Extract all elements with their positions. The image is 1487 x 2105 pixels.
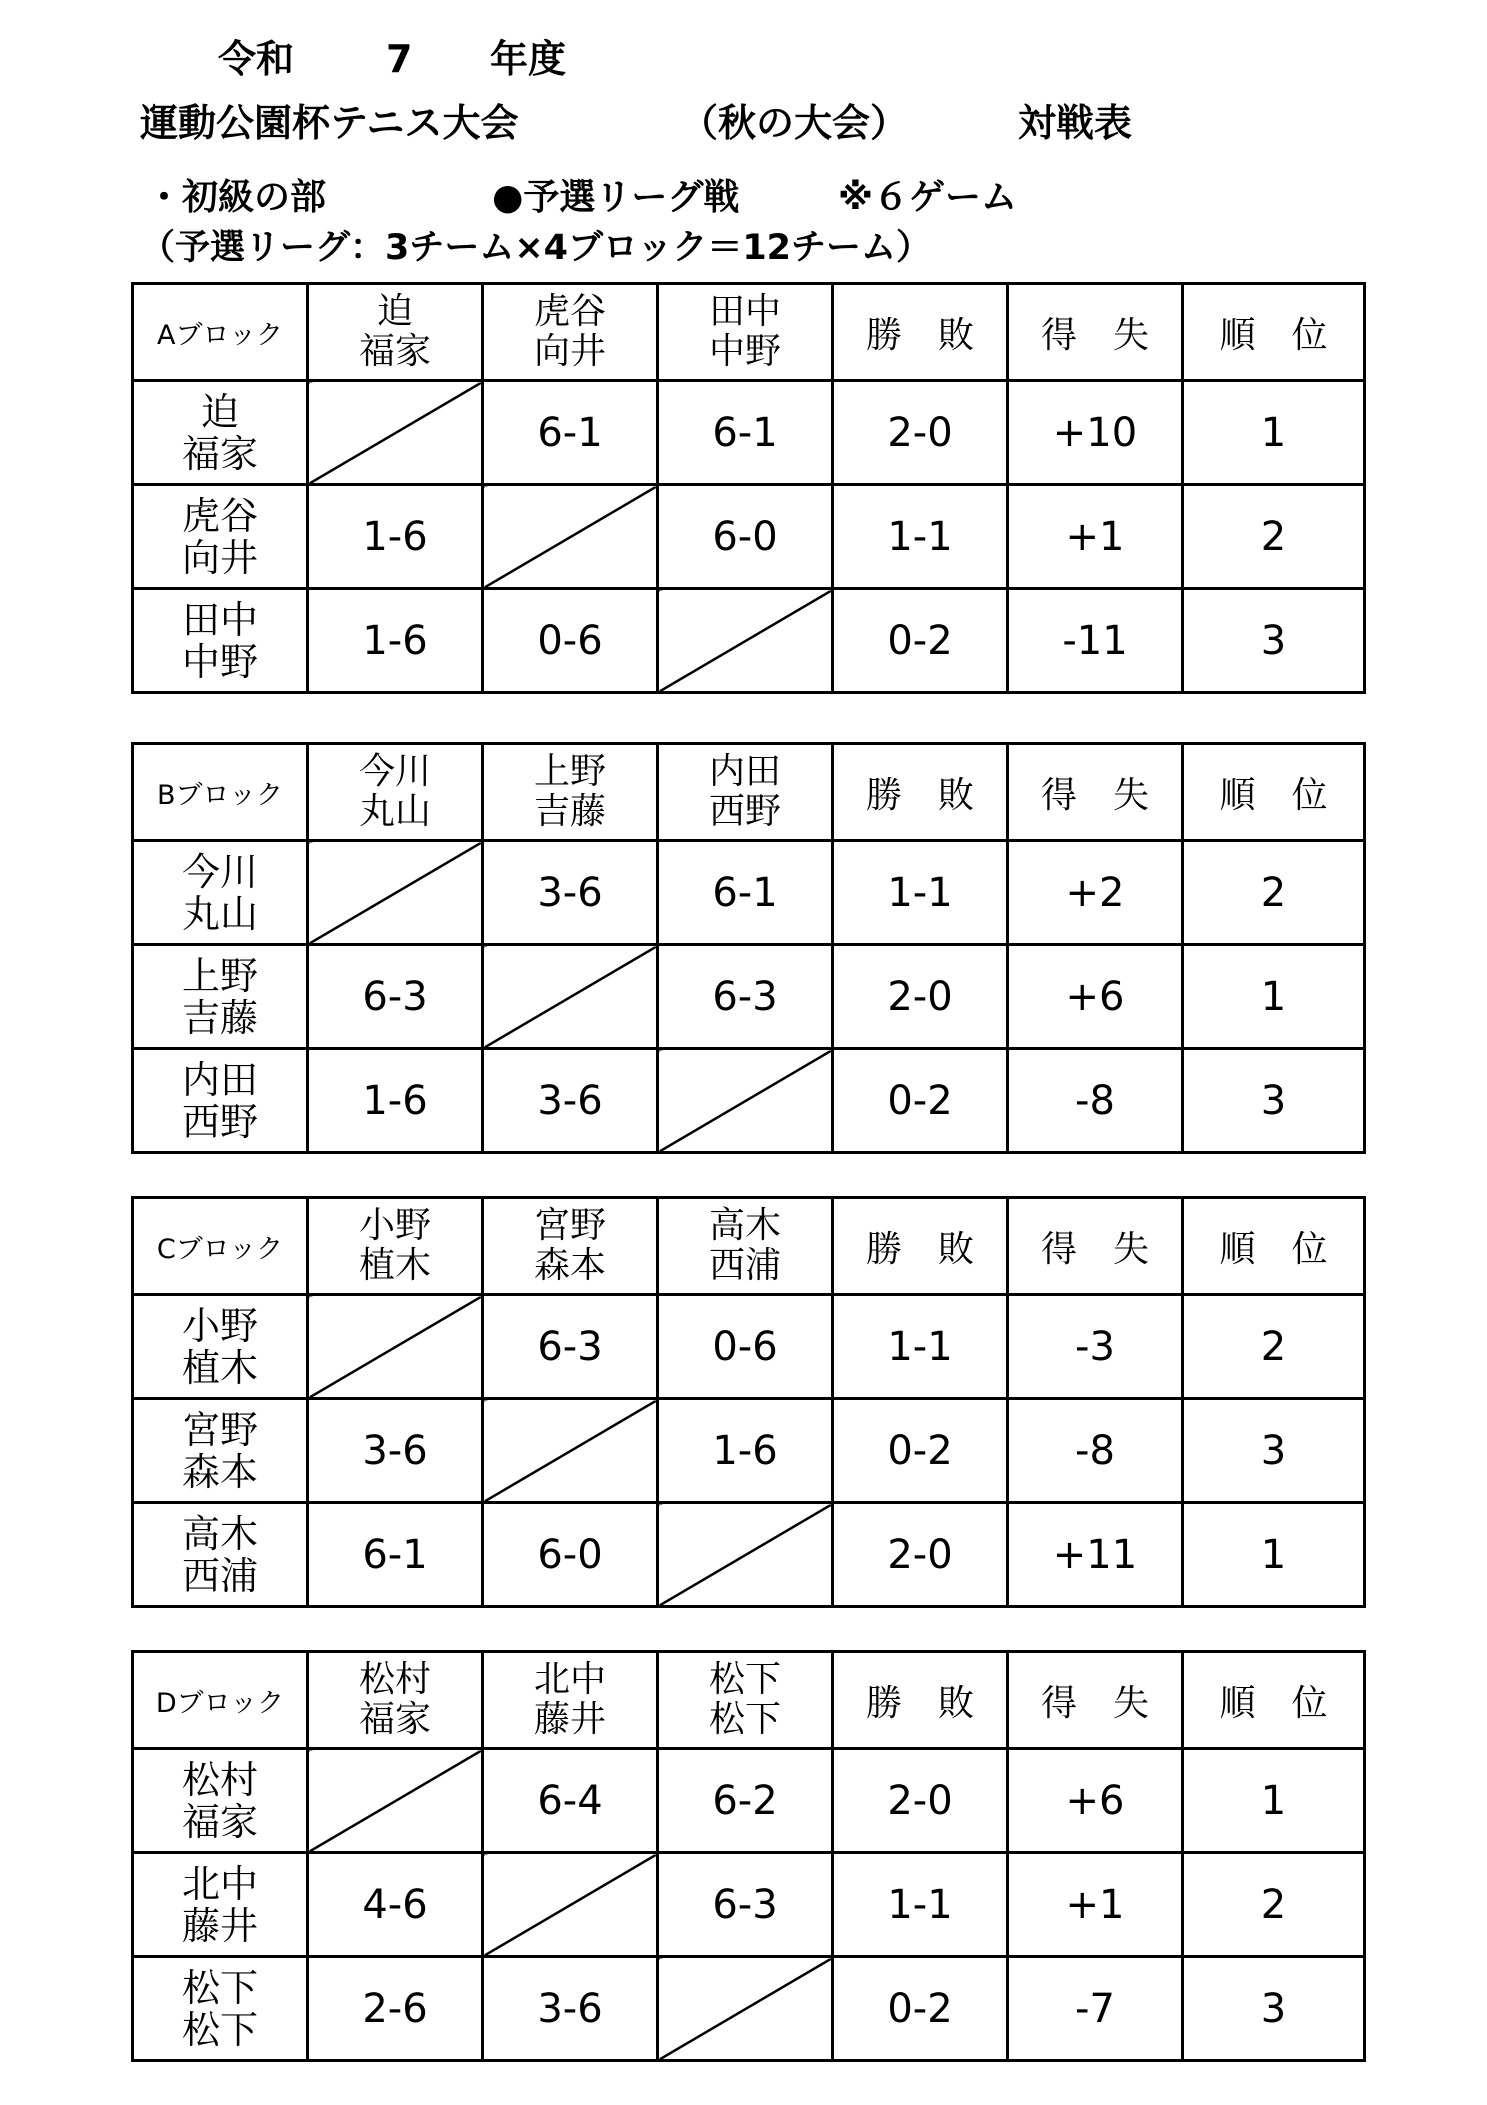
table-row: [133, 1049, 1365, 1153]
division-label: ・初級の部: [146, 177, 327, 218]
player-name: 高木: [708, 1205, 781, 1246]
match-score: 1-6: [308, 485, 483, 589]
block-name: Dブロック: [133, 1652, 308, 1749]
rank-value: 3: [1183, 1957, 1365, 2061]
player-name: 松下: [708, 1699, 781, 1740]
row-team: [133, 841, 308, 945]
player-name: 内田: [708, 751, 781, 792]
player-name: 迫: [200, 389, 239, 434]
opponent-team-header: [308, 1652, 483, 1749]
block-name: Aブロック: [133, 284, 308, 381]
points-header: 得 失: [1008, 1652, 1183, 1749]
opponent-team-header: [483, 744, 658, 841]
opponent-team-header: [658, 284, 833, 381]
match-score: 0-6: [658, 1295, 833, 1399]
match-score: 1-6: [308, 589, 483, 693]
player-name: 西野: [708, 791, 781, 832]
block-header-row: [133, 284, 1365, 381]
self-match-diagonal: [483, 1399, 658, 1503]
rank-value: 2: [1183, 841, 1365, 945]
points-value: +6: [1008, 945, 1183, 1049]
tournament-edition: （秋の大会）: [680, 101, 909, 145]
row-team: [133, 1295, 308, 1399]
match-score: 6-0: [658, 485, 833, 589]
player-name: 吉藤: [533, 791, 606, 832]
player-name: 田中: [181, 597, 258, 642]
points-header: 得 失: [1008, 744, 1183, 841]
win-loss-header: 勝 敗: [833, 1652, 1008, 1749]
points-header: 得 失: [1008, 284, 1183, 381]
row-team: [133, 1957, 308, 2061]
row-team: [133, 1749, 308, 1853]
player-name: 中野: [181, 639, 258, 684]
player-name: 植木: [181, 1345, 258, 1390]
player-name: 松村: [181, 1757, 258, 1802]
win-loss-value: 1-1: [833, 485, 1008, 589]
block-c-table: [131, 1196, 1366, 1608]
player-name: 丸山: [181, 891, 258, 936]
player-name: 吉藤: [181, 995, 258, 1040]
points-value: -8: [1008, 1399, 1183, 1503]
win-loss-value: 2-0: [833, 381, 1008, 485]
points-value: +10: [1008, 381, 1183, 485]
match-score: 6-3: [308, 945, 483, 1049]
block-b-table: [131, 742, 1366, 1154]
points-header: 得 失: [1008, 1198, 1183, 1295]
player-name: 向井: [533, 331, 606, 372]
era-label: 令和: [218, 37, 295, 81]
player-name: 松下: [181, 2007, 258, 2052]
opponent-team-header: [483, 1198, 658, 1295]
points-value: +1: [1008, 485, 1183, 589]
match-score: 6-3: [483, 1295, 658, 1399]
win-loss-value: 0-2: [833, 589, 1008, 693]
row-team: [133, 1853, 308, 1957]
table-row: [133, 945, 1365, 1049]
self-match-diagonal: [658, 589, 833, 693]
opponent-team-header: [658, 744, 833, 841]
player-name: 上野: [181, 953, 258, 998]
table-row: [133, 485, 1365, 589]
points-value: +2: [1008, 841, 1183, 945]
block-name: Bブロック: [133, 744, 308, 841]
player-name: 向井: [181, 535, 258, 580]
rank-value: 3: [1183, 1049, 1365, 1153]
format-label: ●予選リーグ戦: [492, 177, 740, 218]
player-name: 宮野: [181, 1407, 258, 1452]
player-name: 藤井: [533, 1699, 606, 1740]
match-score: 6-1: [308, 1503, 483, 1607]
match-score: 3-6: [483, 841, 658, 945]
row-team: [133, 381, 308, 485]
opponent-team-header: [308, 744, 483, 841]
opponent-team-header: [308, 284, 483, 381]
player-name: 小野: [358, 1205, 431, 1246]
match-score: 1-6: [658, 1399, 833, 1503]
player-name: 内田: [181, 1057, 258, 1102]
block-header-row: [133, 744, 1365, 841]
match-score: 3-6: [308, 1399, 483, 1503]
row-team: [133, 1049, 308, 1153]
opponent-team-header: [308, 1198, 483, 1295]
rank-value: 2: [1183, 1853, 1365, 1957]
league-note: （予選リーグ：3チーム×4ブロック＝12チーム）: [140, 228, 932, 268]
match-score: 6-3: [658, 945, 833, 1049]
player-name: 西浦: [181, 1553, 258, 1598]
points-value: +1: [1008, 1853, 1183, 1957]
row-team: [133, 945, 308, 1049]
match-score: 6-0: [483, 1503, 658, 1607]
player-name: 高木: [181, 1511, 258, 1556]
player-name: 松下: [708, 1659, 781, 1700]
player-name: 虎谷: [181, 493, 258, 538]
player-name: 西野: [181, 1099, 258, 1144]
player-name: 今川: [358, 751, 431, 792]
player-name: 松村: [358, 1659, 431, 1700]
block-d-table: [131, 1650, 1366, 2062]
self-match-diagonal: [658, 1049, 833, 1153]
self-match-diagonal: [658, 1503, 833, 1607]
player-name: 迫: [376, 291, 413, 332]
rank-value: 2: [1183, 485, 1365, 589]
player-name: 藤井: [181, 1903, 258, 1948]
table-row: [133, 841, 1365, 945]
opponent-team-header: [658, 1652, 833, 1749]
player-name: 植木: [358, 1245, 431, 1286]
block-a-table: [131, 282, 1366, 694]
player-name: 中野: [708, 331, 781, 372]
opponent-team-header: [483, 1652, 658, 1749]
row-team: [133, 485, 308, 589]
player-name: 森本: [181, 1449, 258, 1494]
rank-value: 1: [1183, 1749, 1365, 1853]
player-name: 北中: [533, 1659, 606, 1700]
match-score: 6-2: [658, 1749, 833, 1853]
year-number: 7: [386, 37, 413, 81]
points-value: +11: [1008, 1503, 1183, 1607]
player-name: 上野: [533, 751, 606, 792]
table-row: [133, 1399, 1365, 1503]
match-score: 6-1: [483, 381, 658, 485]
player-name: 西浦: [708, 1245, 781, 1286]
win-loss-header: 勝 敗: [833, 744, 1008, 841]
table-row: [133, 1295, 1365, 1399]
match-score: 2-6: [308, 1957, 483, 2061]
match-score: 6-1: [658, 841, 833, 945]
row-team: [133, 1503, 308, 1607]
player-name: 北中: [181, 1861, 258, 1906]
row-team: [133, 1399, 308, 1503]
match-score: 6-3: [658, 1853, 833, 1957]
table-row: [133, 589, 1365, 693]
document-type: 対戦表: [1018, 101, 1133, 145]
win-loss-value: 2-0: [833, 1503, 1008, 1607]
player-name: 福家: [181, 1799, 258, 1844]
win-loss-value: 2-0: [833, 1749, 1008, 1853]
games-label: ※６ゲーム: [838, 177, 1017, 218]
row-team: [133, 589, 308, 693]
self-match-diagonal: [483, 945, 658, 1049]
table-row: [133, 1853, 1365, 1957]
table-row: [133, 1503, 1365, 1607]
player-name: 小野: [181, 1303, 258, 1348]
match-score: 3-6: [483, 1049, 658, 1153]
table-row: [133, 1749, 1365, 1853]
table-row: [133, 381, 1365, 485]
player-name: 福家: [181, 431, 258, 476]
block-header-row: [133, 1198, 1365, 1295]
win-loss-value: 0-2: [833, 1049, 1008, 1153]
player-name: 田中: [708, 291, 781, 332]
self-match-diagonal: [483, 485, 658, 589]
self-match-diagonal: [308, 1295, 483, 1399]
match-score: 6-4: [483, 1749, 658, 1853]
rank-value: 1: [1183, 945, 1365, 1049]
match-score: 4-6: [308, 1853, 483, 1957]
player-name: 松下: [181, 1965, 258, 2010]
points-value: -3: [1008, 1295, 1183, 1399]
player-name: 福家: [358, 1699, 431, 1740]
self-match-diagonal: [308, 1749, 483, 1853]
win-loss-header: 勝 敗: [833, 284, 1008, 381]
win-loss-value: 0-2: [833, 1957, 1008, 2061]
rank-value: 3: [1183, 1399, 1365, 1503]
table-row: [133, 1957, 1365, 2061]
self-match-diagonal: [308, 841, 483, 945]
match-score: 1-6: [308, 1049, 483, 1153]
points-value: +6: [1008, 1749, 1183, 1853]
year-suffix: 年度: [490, 37, 567, 81]
opponent-team-header: [658, 1198, 833, 1295]
rank-header: 順 位: [1183, 744, 1365, 841]
rank-value: 1: [1183, 1503, 1365, 1607]
points-value: -11: [1008, 589, 1183, 693]
tournament-title: 運動公園杯テニス大会: [140, 101, 519, 145]
player-name: 丸山: [358, 791, 431, 832]
rank-value: 2: [1183, 1295, 1365, 1399]
win-loss-value: 1-1: [833, 1295, 1008, 1399]
points-value: -8: [1008, 1049, 1183, 1153]
player-name: 虎谷: [533, 291, 606, 332]
self-match-diagonal: [308, 381, 483, 485]
rank-value: 1: [1183, 381, 1365, 485]
win-loss-value: 0-2: [833, 1399, 1008, 1503]
player-name: 今川: [181, 849, 258, 894]
win-loss-value: 1-1: [833, 841, 1008, 945]
win-loss-value: 1-1: [833, 1853, 1008, 1957]
player-name: 福家: [358, 331, 431, 372]
match-score: 6-1: [658, 381, 833, 485]
block-name: Cブロック: [133, 1198, 308, 1295]
match-score: 0-6: [483, 589, 658, 693]
self-match-diagonal: [483, 1853, 658, 1957]
win-loss-header: 勝 敗: [833, 1198, 1008, 1295]
win-loss-value: 2-0: [833, 945, 1008, 1049]
points-value: -7: [1008, 1957, 1183, 2061]
opponent-team-header: [483, 284, 658, 381]
player-name: 森本: [533, 1245, 606, 1286]
match-score: 3-6: [483, 1957, 658, 2061]
rank-header: 順 位: [1183, 1198, 1365, 1295]
rank-header: 順 位: [1183, 1652, 1365, 1749]
self-match-diagonal: [658, 1957, 833, 2061]
player-name: 宮野: [533, 1205, 606, 1246]
block-header-row: [133, 1652, 1365, 1749]
rank-header: 順 位: [1183, 284, 1365, 381]
rank-value: 3: [1183, 589, 1365, 693]
